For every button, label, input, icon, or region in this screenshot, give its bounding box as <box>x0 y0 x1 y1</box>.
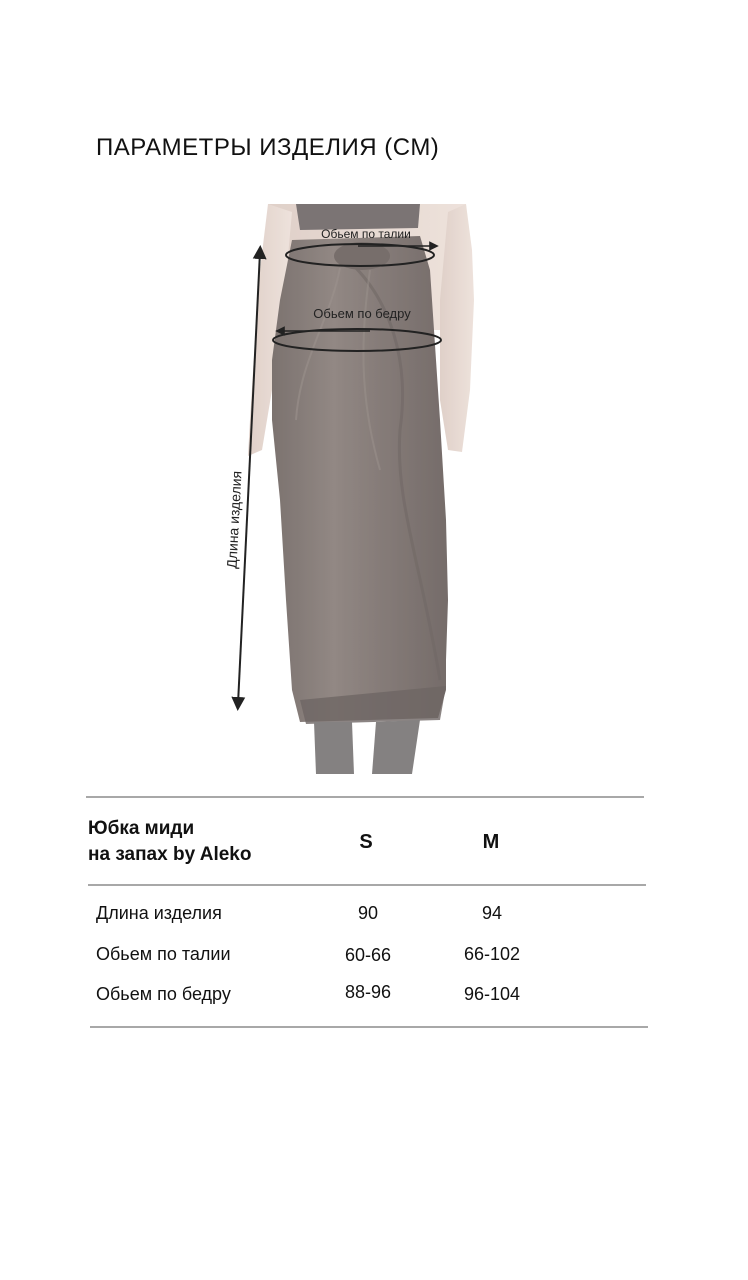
size-header-m: M <box>482 831 500 853</box>
row-label-length: Длина изделия <box>96 903 222 923</box>
table-header-rule <box>88 884 646 886</box>
row-label-waist: Обьем по талии <box>96 944 231 964</box>
cell-length-m: 94 <box>481 903 503 923</box>
cell-length-s: 90 <box>357 903 379 923</box>
table-top-rule <box>86 796 644 798</box>
product-name-line2: на запах by Aleko <box>88 844 252 865</box>
table-bottom-rule <box>90 1026 648 1028</box>
page-title: ПАРАМЕТРЫ ИЗДЕЛИЯ (СМ) <box>96 134 440 161</box>
cell-waist-s: 60-66 <box>344 945 392 965</box>
waist-label: Обьем по талии <box>321 227 411 241</box>
cell-waist-m: 66-102 <box>463 944 521 964</box>
cell-hip-m: 96-104 <box>463 984 521 1004</box>
length-label: Длина изделия <box>223 470 245 570</box>
cell-hip-s: 88-96 <box>344 982 392 1002</box>
size-header-s: S <box>359 831 373 853</box>
product-name <box>88 816 251 868</box>
row-label-hip: Обьем по бедру <box>96 984 231 1004</box>
hip-label: Обьем по бедру <box>313 306 411 321</box>
product-name-line1: Юбка миди <box>88 818 195 839</box>
